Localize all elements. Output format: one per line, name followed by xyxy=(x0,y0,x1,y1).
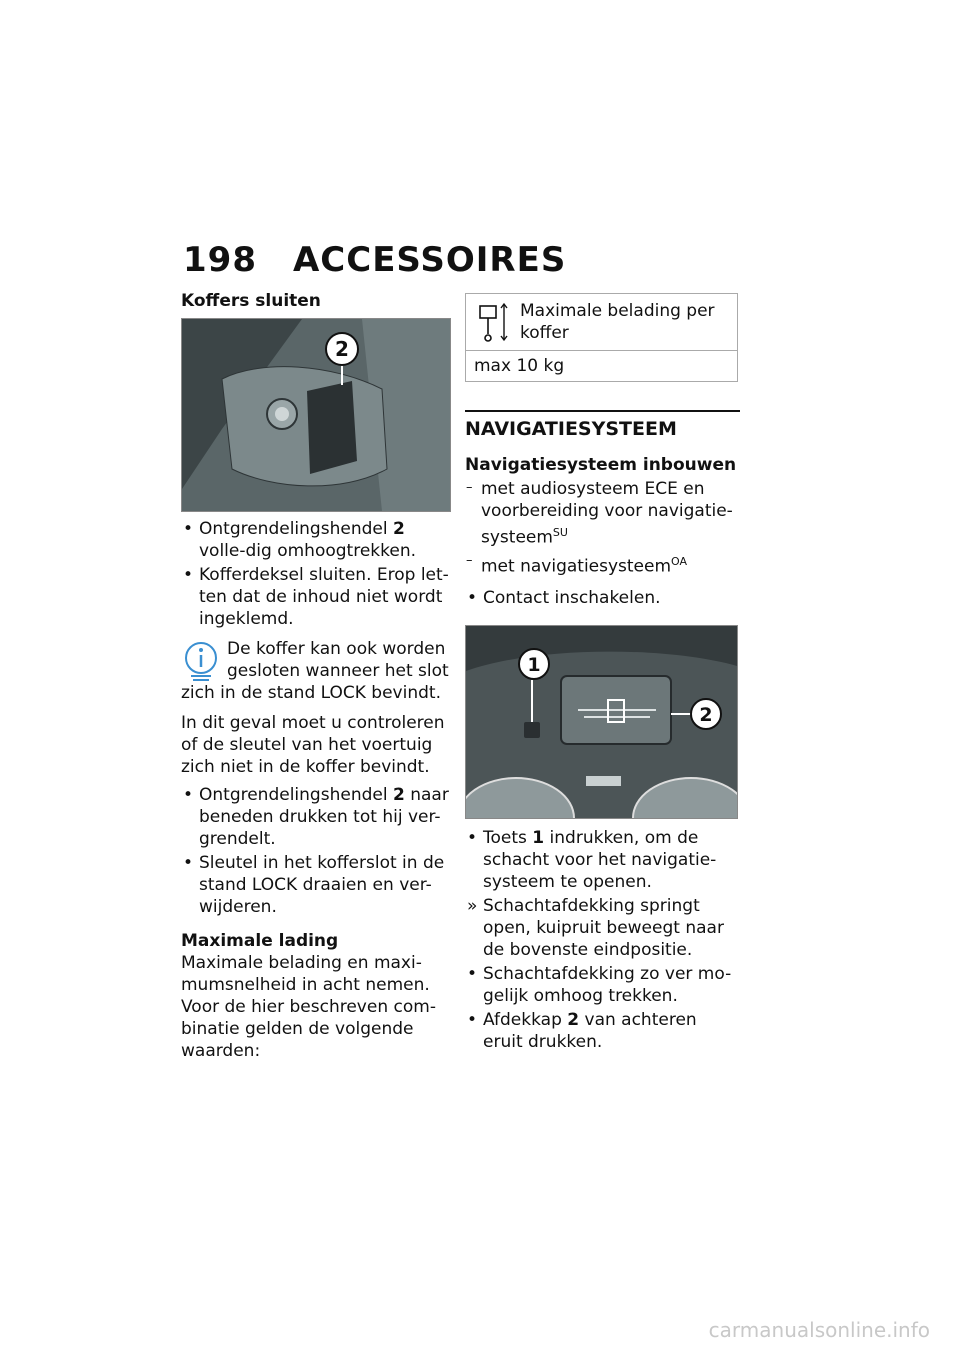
bullet-list-lock xyxy=(181,784,451,918)
list-item: – met audiosysteem ECE en voorbereiding voor navigatie-systeem$^{SU}$ xyxy=(466,479,733,548)
nav-subtitle: Navigatiesysteem inbouwen xyxy=(465,455,737,475)
info-icon xyxy=(181,640,221,682)
list-item: • Kofferdeksel sluiten. Erop let-ten dat de inhoud niet wordt ingeklemd. xyxy=(183,565,449,629)
left-column xyxy=(181,290,451,1068)
dashboard-photo xyxy=(465,625,738,819)
list-item: • Afdekkap 2 van achteren eruit drukken. xyxy=(467,1010,697,1053)
list-item: • Sleutel in het kofferslot in de stand LOCK draaien en ver-wijderen. xyxy=(183,853,445,917)
load-text: Maximale belading en maxi-mumsnelheid in acht nemen. Voor de hier beschreven com-binatie gelden de volgende waarden: xyxy=(181,953,436,1061)
list-item: • Ontgrendelingshendel 2 volle-dig omhoogtrekken. xyxy=(183,519,416,561)
chapter-title: ACCESSOIRES xyxy=(292,240,567,280)
list-item: • Schachtafdekking zo ver mo-gelijk omhoog trekken. xyxy=(467,964,732,1007)
conditions-list xyxy=(465,478,740,577)
list-item: • Contact inschakelen. xyxy=(467,588,661,609)
callout-2: 2 xyxy=(335,337,349,361)
info-note xyxy=(181,638,451,704)
page-number: 198 xyxy=(183,240,257,280)
page-header xyxy=(183,240,566,280)
bullet-list-contact xyxy=(465,587,740,609)
weight-scale-icon xyxy=(474,300,514,344)
list-item: » Schachtafdekking springt open, kuipruit beweegt naar de bovenste eindpositie. xyxy=(467,896,724,961)
list-item: • Ontgrendelingshendel 2 naar beneden drukken tot hij ver-grendelt. xyxy=(183,785,449,849)
note-text: De koffer kan ook worden gesloten wanneer het slot zich in de stand LOCK bevindt. xyxy=(181,639,449,703)
list-item: – met navigatiesysteem$^{OA}$ xyxy=(466,552,688,577)
right-column xyxy=(465,293,740,1055)
table-label: Maximale belading per koffer xyxy=(520,301,715,343)
bullet-list-close xyxy=(181,518,451,630)
case-lock-photo xyxy=(181,318,451,512)
steps-list xyxy=(465,827,740,1053)
note-continuation: In dit geval moet u controleren of de sleutel van het voertuig zich niet in de koffer bevindt. xyxy=(181,713,445,777)
section-title-koffers: Koffers sluiten xyxy=(181,291,321,311)
case-lock-illustration xyxy=(182,319,450,511)
nav-section-title: NAVIGATIESYSTEEM xyxy=(465,410,740,446)
load-title: Maximale lading xyxy=(181,931,339,951)
watermark: carmanualsonline.info xyxy=(708,1318,930,1342)
dashboard-illustration xyxy=(466,626,737,818)
callout-2: 2 xyxy=(699,704,713,727)
callout-1: 1 xyxy=(527,654,541,677)
max-load-table xyxy=(465,293,738,382)
table-value: max 10 kg xyxy=(474,356,565,376)
list-item: • Toets 1 indrukken, om de schacht voor het navigatie-systeem te openen. xyxy=(467,828,717,893)
table-header-row xyxy=(466,294,737,351)
